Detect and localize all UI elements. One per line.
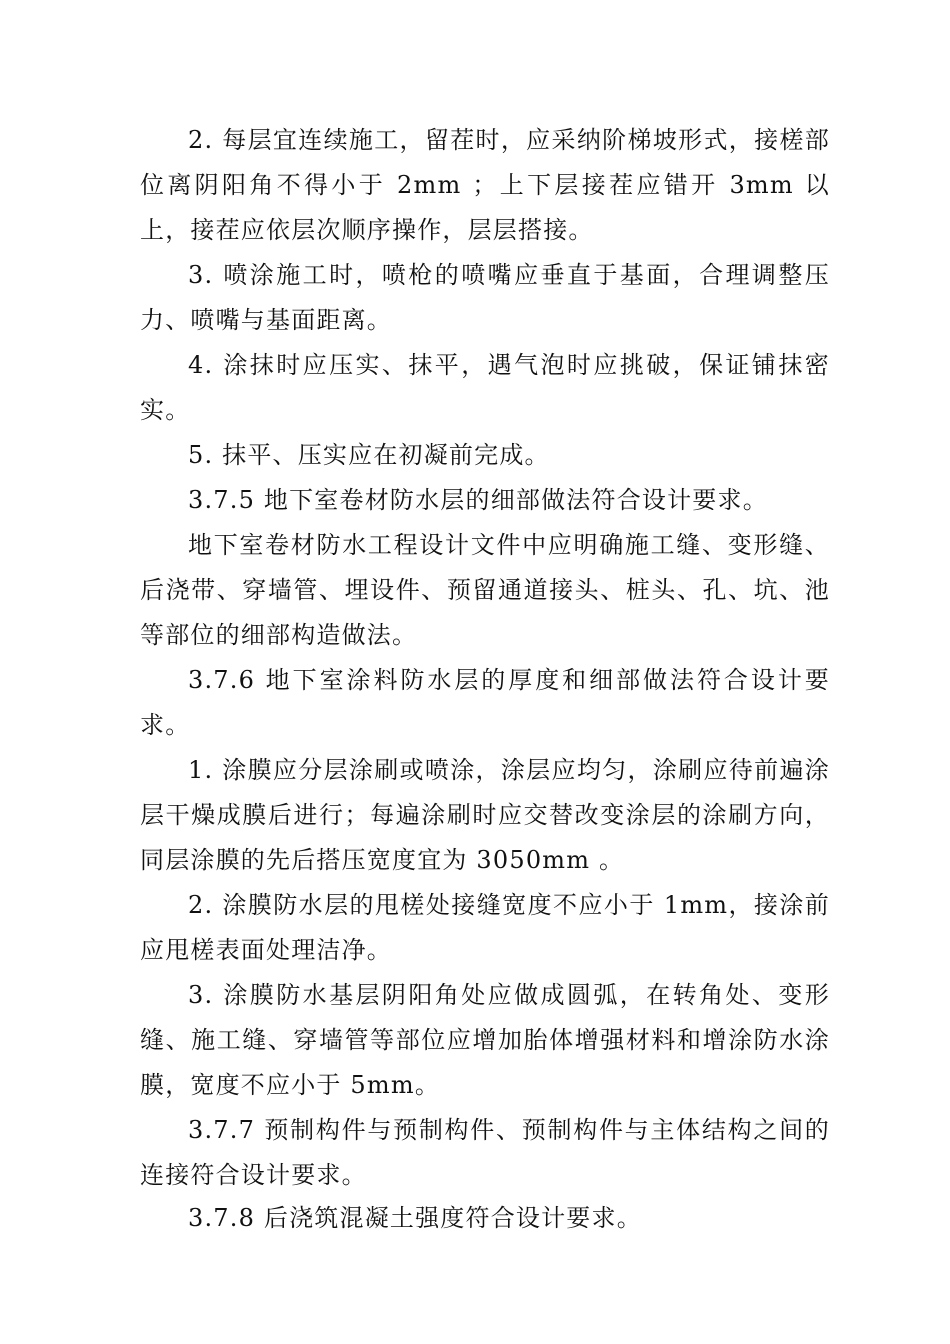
heading-3-7-8: 3.7.8 后浇筑混凝土强度符合设计要求。 <box>188 1204 642 1232</box>
paragraph-layer-construction: 2. 每层宜连续施工，留茬时，应采纳阶梯坡形式，接槎部位离阴阳角不得小于 2mm ；上下层接茬应错开 3mm 以上，接茬应依层次顺序操作，层层搭接。 <box>140 126 830 244</box>
heading-3-7-7: 3.7.7 预制构件与预制构件、预制构件与主体结构之间的连接符合设计要求。 <box>140 1116 830 1189</box>
paragraph-smearing: 4. 涂抹时应压实、抹平，遇气泡时应挑破，保证铺抹密实。 <box>140 351 830 424</box>
paragraph-coating-joints: 2. 涂膜防水层的甩槎处接缝宽度不应小于 1mm，接涂前应甩槎表面处理洁净。 <box>140 891 830 964</box>
document-page <box>140 118 830 1241</box>
paragraph-coating-layers: 1. 涂膜应分层涂刷或喷涂，涂层应均匀，涂刷应待前遍涂层干燥成膜后进行；每遍涂刷时应交替改变涂层的涂刷方向，同层涂膜的先后搭压宽度宜为 3050mm 。 <box>140 756 830 874</box>
heading-3-7-6: 3.7.6 地下室涂料防水层的厚度和细部做法符合设计要求。 <box>140 666 830 739</box>
paragraph-membrane-details: 地下室卷材防水工程设计文件中应明确施工缝、变形缝、后浇带、穿墙管、埋设件、预留通道接头、桩头、孔、坑、池等部位的细部构造做法。 <box>140 531 830 649</box>
paragraph-initial-setting: 5. 抹平、压实应在初凝前完成。 <box>188 441 550 469</box>
paragraph-coating-corners: 3. 涂膜防水基层阴阳角处应做成圆弧，在转角处、变形缝、施工缝、穿墙管等部位应增加胎体增强材料和增涂防水涂膜，宽度不应小于 5mm。 <box>140 981 830 1099</box>
heading-3-7-5: 3.7.5 地下室卷材防水层的细部做法符合设计要求。 <box>188 486 768 514</box>
paragraph-spray-construction: 3. 喷涂施工时，喷枪的喷嘴应垂直于基面，合理调整压力、喷嘴与基面距离。 <box>140 261 830 334</box>
